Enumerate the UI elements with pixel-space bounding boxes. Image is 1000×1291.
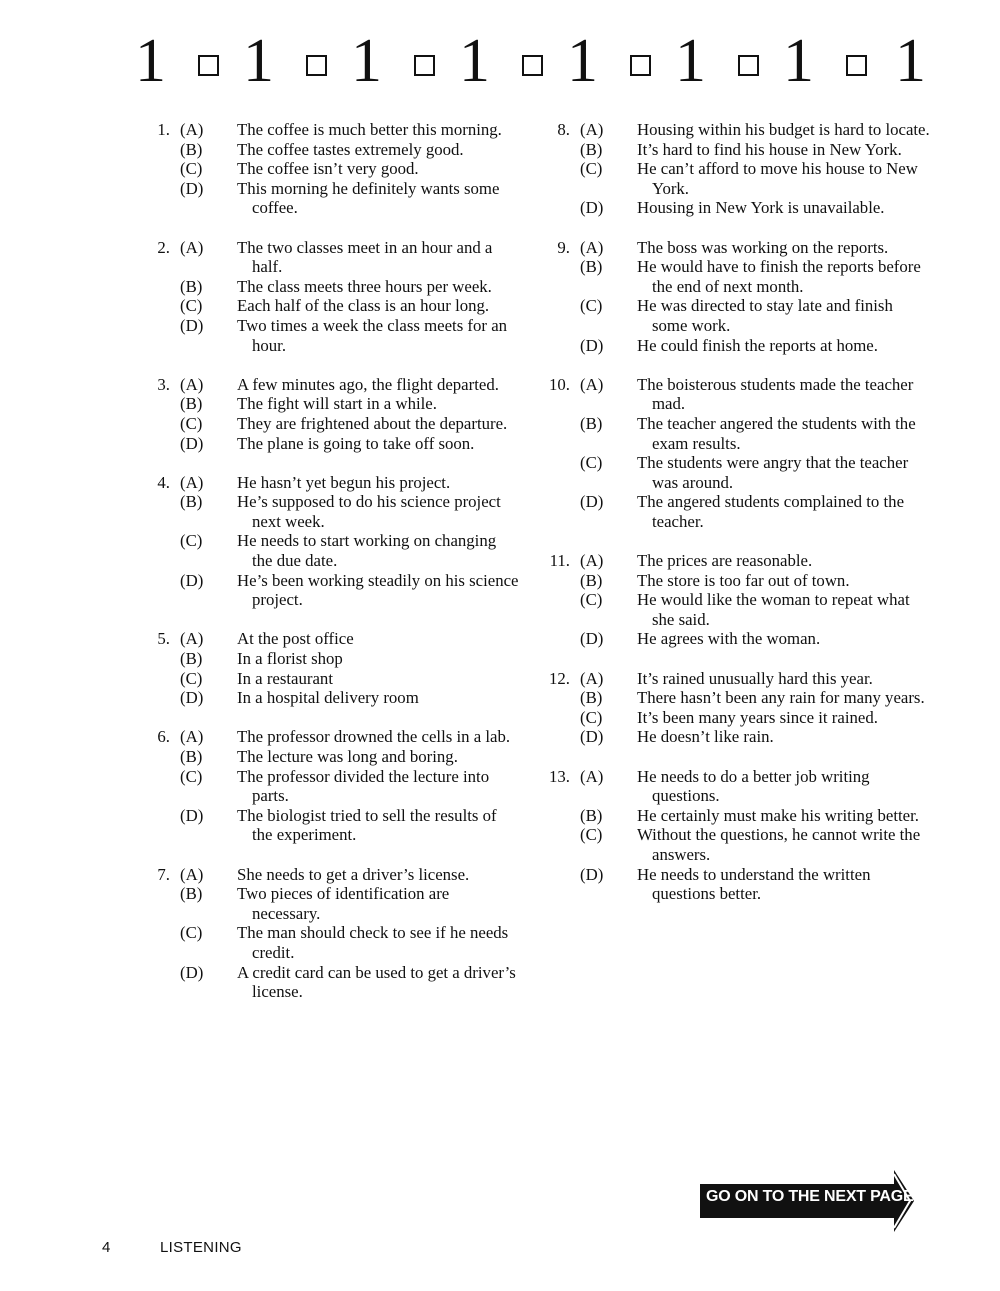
option-letter: (B) bbox=[180, 139, 203, 159]
option-text: The teacher angered the students with the exam results. bbox=[637, 413, 916, 453]
option-text: The two classes meet in an hour and a half. bbox=[237, 237, 493, 277]
question-item bbox=[540, 669, 930, 747]
option-text: They are frightened about the departure. bbox=[237, 413, 508, 433]
answer-option bbox=[140, 669, 520, 689]
option-text: A few minutes ago, the flight departed. bbox=[237, 374, 499, 394]
option-letter: (C) bbox=[180, 923, 203, 943]
option-text: Housing in New York is unavailable. bbox=[637, 198, 885, 218]
option-text: It’s rained unusually hard this year. bbox=[637, 668, 873, 688]
option-letter: (C) bbox=[180, 413, 203, 433]
question-number: 1. bbox=[157, 120, 170, 139]
option-letter: (B) bbox=[580, 413, 603, 433]
option-letter: (C) bbox=[180, 766, 203, 786]
option-letter: (C) bbox=[580, 590, 603, 610]
option-text: He agrees with the woman. bbox=[637, 629, 821, 649]
answer-option bbox=[540, 767, 930, 806]
answer-option bbox=[140, 434, 520, 454]
option-text: Without the questions, he cannot write the answers. bbox=[637, 825, 921, 864]
question-number: 9. bbox=[557, 237, 570, 257]
option-text: At the post office bbox=[237, 629, 354, 649]
question-item bbox=[540, 238, 930, 356]
question-item bbox=[140, 120, 520, 218]
answer-option bbox=[140, 394, 520, 414]
option-text: He’s supposed to do his science project next week. bbox=[237, 492, 501, 531]
header-box bbox=[522, 55, 543, 76]
option-letter: (A) bbox=[580, 374, 604, 394]
answer-option bbox=[140, 865, 520, 885]
option-text: He needs to start working on changing the due date. bbox=[237, 531, 497, 571]
question-number: 11. bbox=[549, 551, 570, 571]
answer-option bbox=[140, 767, 520, 806]
answer-option bbox=[540, 414, 930, 453]
option-text: In a restaurant bbox=[237, 668, 333, 688]
option-letter: (A) bbox=[580, 120, 604, 139]
option-text: The coffee is much better this morning. bbox=[237, 120, 502, 139]
option-letter: (D) bbox=[580, 629, 604, 649]
question-item bbox=[540, 375, 930, 532]
option-letter: (D) bbox=[180, 433, 204, 453]
option-text: The man should check to see if he needs credit. bbox=[237, 923, 509, 962]
option-letter: (A) bbox=[180, 374, 204, 394]
answer-option bbox=[540, 571, 930, 591]
question-number: 4. bbox=[157, 472, 170, 492]
header-box bbox=[306, 55, 327, 76]
option-text: He could finish the reports at home. bbox=[637, 335, 878, 355]
option-letter: (D) bbox=[180, 688, 204, 708]
answer-option bbox=[140, 140, 520, 160]
header-digit: 1 bbox=[135, 27, 166, 95]
option-letter: (B) bbox=[180, 276, 203, 296]
questions-right-column bbox=[540, 120, 930, 923]
option-letter: (A) bbox=[180, 120, 204, 139]
answer-option bbox=[140, 629, 520, 649]
page-number: 4 bbox=[102, 1239, 111, 1256]
header-digit: 1 bbox=[243, 27, 274, 95]
questions-left-column bbox=[140, 120, 520, 1021]
option-letter: (D) bbox=[580, 335, 604, 355]
answer-option bbox=[140, 120, 520, 140]
option-letter: (A) bbox=[580, 551, 604, 571]
option-letter: (A) bbox=[580, 668, 604, 688]
header-digit: 1 bbox=[783, 27, 814, 95]
option-letter: (C) bbox=[580, 707, 603, 727]
question-number: 7. bbox=[157, 864, 170, 884]
question-item bbox=[140, 865, 520, 1002]
option-text: The professor divided the lecture into parts. bbox=[237, 766, 490, 806]
option-letter: (B) bbox=[180, 649, 203, 669]
answer-option bbox=[540, 629, 930, 649]
answer-option bbox=[540, 492, 930, 531]
option-text: The coffee tastes extremely good. bbox=[237, 139, 464, 159]
option-letter: (B) bbox=[580, 257, 603, 277]
answer-option bbox=[540, 159, 930, 198]
option-letter: (C) bbox=[580, 296, 603, 316]
answer-option bbox=[540, 198, 930, 218]
answer-option bbox=[140, 414, 520, 434]
question-item bbox=[140, 727, 520, 845]
option-letter: (B) bbox=[580, 139, 603, 159]
answer-option bbox=[140, 571, 520, 610]
header-box bbox=[738, 55, 759, 76]
option-text: He hasn’t yet begun his project. bbox=[237, 472, 451, 492]
header-digit: 1 bbox=[351, 27, 382, 95]
answer-option bbox=[540, 257, 930, 296]
option-letter: (B) bbox=[180, 492, 203, 512]
answer-option bbox=[140, 531, 520, 570]
header-digit: 1 bbox=[459, 27, 490, 95]
option-letter: (C) bbox=[580, 453, 603, 473]
option-text: This morning he definitely wants some coffee. bbox=[237, 178, 500, 218]
answer-option bbox=[140, 806, 520, 845]
header-box bbox=[630, 55, 651, 76]
option-letter: (D) bbox=[180, 570, 204, 590]
option-text: A credit card can be used to get a driver’s license. bbox=[237, 962, 516, 1002]
answer-option bbox=[140, 277, 520, 297]
answer-option bbox=[140, 238, 520, 277]
answer-option bbox=[540, 140, 930, 160]
option-letter: (A) bbox=[180, 629, 204, 649]
option-letter: (C) bbox=[580, 825, 603, 845]
header-digit: 1 bbox=[567, 27, 598, 95]
option-text: The students were angry that the teacher was around. bbox=[637, 453, 909, 492]
option-text: He certainly must make his writing better. bbox=[637, 805, 919, 825]
option-text: The fight will start in a while. bbox=[237, 394, 437, 414]
answer-option bbox=[140, 923, 520, 962]
option-letter: (B) bbox=[180, 884, 203, 904]
option-letter: (C) bbox=[180, 296, 203, 316]
option-letter: (D) bbox=[580, 492, 604, 512]
answer-option bbox=[540, 825, 930, 864]
option-letter: (D) bbox=[180, 315, 204, 335]
answer-option bbox=[140, 179, 520, 218]
section-name: LISTENING bbox=[160, 1239, 242, 1256]
option-letter: (A) bbox=[180, 472, 204, 492]
answer-option bbox=[540, 688, 930, 708]
section-header bbox=[130, 27, 930, 100]
option-text: It’s hard to find his house in New York. bbox=[637, 139, 902, 159]
question-number: 5. bbox=[157, 629, 170, 649]
question-number: 6. bbox=[157, 727, 170, 747]
option-text: The boisterous students made the teacher mad. bbox=[637, 374, 914, 414]
answer-option bbox=[540, 336, 930, 356]
header-box bbox=[846, 55, 867, 76]
header-box bbox=[198, 55, 219, 76]
option-text: The lecture was long and boring. bbox=[237, 747, 458, 766]
answer-option bbox=[540, 296, 930, 335]
option-text: The class meets three hours per week. bbox=[237, 276, 492, 296]
option-text: He can’t afford to move his house to New York. bbox=[637, 159, 918, 198]
question-number: 3. bbox=[157, 374, 170, 394]
option-text: Two times a week the class meets for an hour. bbox=[237, 315, 508, 355]
question-number: 12. bbox=[549, 668, 570, 688]
option-letter: (D) bbox=[580, 864, 604, 884]
option-letter: (B) bbox=[580, 570, 603, 590]
answer-option bbox=[540, 551, 930, 571]
option-text: There hasn’t been any rain for many years. bbox=[637, 688, 925, 708]
answer-option bbox=[140, 963, 520, 1002]
option-letter: (D) bbox=[580, 727, 604, 747]
question-item bbox=[540, 551, 930, 649]
option-text: He needs to do a better job writing questions. bbox=[637, 766, 870, 806]
answer-option bbox=[140, 649, 520, 669]
question-item bbox=[140, 238, 520, 356]
answer-option bbox=[140, 727, 520, 747]
option-letter: (B) bbox=[180, 394, 203, 414]
question-number: 8. bbox=[557, 120, 570, 139]
option-letter: (A) bbox=[580, 237, 604, 257]
answer-option bbox=[540, 590, 930, 629]
option-text: The store is too far out of town. bbox=[637, 570, 850, 590]
option-text: In a hospital delivery room bbox=[237, 688, 419, 708]
option-letter: (B) bbox=[580, 688, 603, 708]
header-digit: 1 bbox=[675, 27, 706, 95]
option-letter: (A) bbox=[180, 864, 204, 884]
answer-option bbox=[140, 473, 520, 493]
option-letter: (B) bbox=[580, 805, 603, 825]
go-next-page-label: GO ON TO THE NEXT PAGE bbox=[706, 1188, 914, 1205]
answer-option bbox=[140, 296, 520, 316]
option-letter: (C) bbox=[580, 159, 603, 179]
option-text: He doesn’t like rain. bbox=[637, 727, 774, 747]
option-letter: (C) bbox=[180, 159, 203, 179]
go-next-page-banner bbox=[698, 1168, 916, 1234]
option-text: Housing within his budget is hard to locate. bbox=[637, 120, 930, 139]
answer-option bbox=[140, 492, 520, 531]
option-letter: (A) bbox=[580, 766, 604, 786]
answer-option bbox=[540, 669, 930, 689]
header-box bbox=[414, 55, 435, 76]
option-letter: (C) bbox=[180, 531, 203, 551]
option-text: The boss was working on the reports. bbox=[637, 237, 889, 257]
option-letter: (B) bbox=[180, 747, 203, 766]
option-letter: (D) bbox=[180, 178, 204, 198]
option-text: Each half of the class is an hour long. bbox=[237, 296, 490, 316]
header-digit: 1 bbox=[895, 27, 926, 95]
option-text: The prices are reasonable. bbox=[637, 551, 813, 571]
question-item bbox=[140, 375, 520, 453]
question-number: 2. bbox=[157, 237, 170, 257]
option-text: It’s been many years since it rained. bbox=[637, 707, 878, 727]
option-text: The professor drowned the cells in a lab. bbox=[237, 727, 511, 747]
question-item bbox=[140, 473, 520, 610]
option-text: The biologist tried to sell the results of the experiment. bbox=[237, 805, 497, 845]
answer-option bbox=[540, 727, 930, 747]
answer-option bbox=[540, 708, 930, 728]
option-letter: (D) bbox=[180, 805, 204, 825]
option-text: The coffee isn’t very good. bbox=[237, 159, 419, 179]
option-text: He was directed to stay late and finish some work. bbox=[637, 296, 893, 335]
option-text: The plane is going to take off soon. bbox=[237, 433, 475, 453]
answer-option bbox=[540, 375, 930, 414]
option-text: She needs to get a driver’s license. bbox=[237, 864, 470, 884]
option-letter: (D) bbox=[180, 962, 204, 982]
answer-option bbox=[540, 453, 930, 492]
answer-option bbox=[540, 120, 930, 140]
option-letter: (C) bbox=[180, 668, 203, 688]
answer-option bbox=[540, 865, 930, 904]
answer-option bbox=[140, 747, 520, 767]
option-text: In a florist shop bbox=[237, 649, 343, 669]
answer-option bbox=[140, 688, 520, 708]
question-item bbox=[540, 767, 930, 904]
answer-option bbox=[140, 316, 520, 355]
option-text: The angered students complained to the teacher. bbox=[637, 492, 905, 531]
option-letter: (A) bbox=[180, 727, 204, 747]
question-item bbox=[540, 120, 930, 218]
question-number: 13. bbox=[549, 766, 570, 786]
option-text: He would have to finish the reports before the end of next month. bbox=[637, 257, 921, 296]
question-item bbox=[140, 629, 520, 707]
answer-option bbox=[140, 159, 520, 179]
option-text: He’s been working steadily on his science project. bbox=[237, 570, 519, 610]
option-letter: (A) bbox=[180, 237, 204, 257]
option-text: He would like the woman to repeat what she said. bbox=[637, 590, 910, 629]
option-text: Two pieces of identification are necessary. bbox=[237, 884, 450, 923]
answer-option bbox=[540, 238, 930, 258]
answer-option bbox=[140, 884, 520, 923]
question-number: 10. bbox=[549, 374, 570, 394]
answer-option bbox=[540, 806, 930, 826]
option-text: He needs to understand the written questions better. bbox=[637, 864, 871, 904]
option-letter: (D) bbox=[580, 198, 604, 218]
answer-option bbox=[140, 375, 520, 395]
